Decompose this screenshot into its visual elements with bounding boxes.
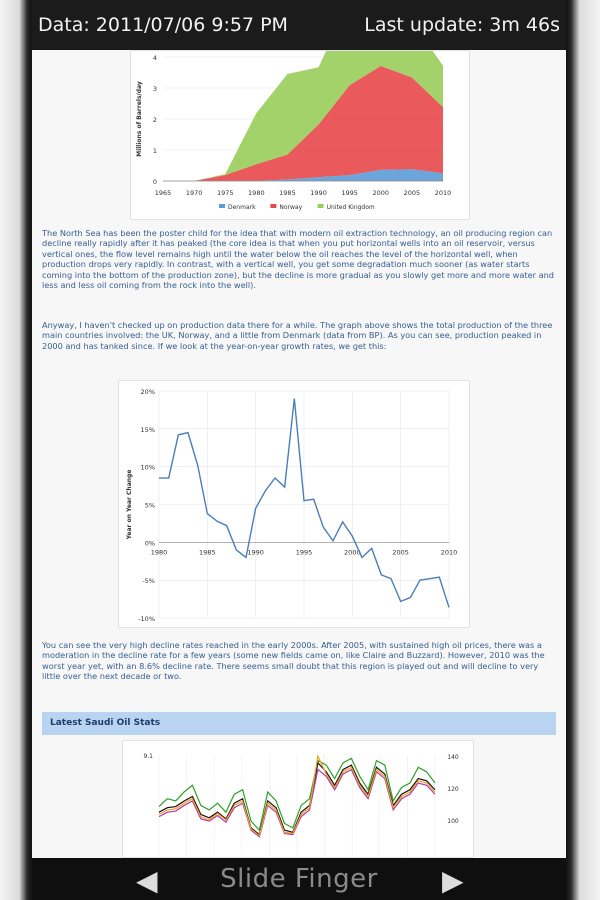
y-tick-label: 10% (140, 463, 155, 472)
status-bar (32, 0, 566, 50)
x-tick-label: 2000 (344, 548, 361, 557)
right-y-tick-label: 100 (447, 818, 459, 825)
slide-finger-label: Slide Finger (220, 864, 378, 894)
legend-label: United Kingdom (326, 204, 375, 211)
x-tick-label: 1995 (341, 189, 358, 197)
bottom-nav-bar (32, 858, 566, 900)
article-content[interactable] (32, 50, 566, 858)
x-tick-label: 1980 (150, 548, 168, 557)
x-tick-label: 1965 (154, 189, 172, 197)
right-y-tick-label: 120 (447, 786, 459, 793)
x-tick-label: 1990 (310, 189, 327, 197)
prev-arrow-icon[interactable]: ◀ (136, 864, 158, 897)
y-axis-label: Year on Year Change (126, 469, 133, 540)
y-tick-label: 4 (152, 54, 157, 62)
next-arrow-icon[interactable]: ▶ (442, 864, 464, 897)
y-tick-label: 0 (152, 178, 157, 186)
y-tick-label: 9.1 (143, 753, 153, 760)
x-tick-label: 1970 (185, 189, 203, 197)
y-tick-label: -5% (142, 577, 155, 586)
saudi-stats-chart-svg (123, 741, 473, 857)
article-paragraph-2: Anyway, I haven't checked up on production data there for a while. The graph above shows the total production of the three main countries involved: the UK, Norway, and a little from Denmark (data from BP). As you can see, production peaked in 2000 and has tanked since. If we look at the year-on-year growth rates, we get this: (42, 320, 553, 351)
right-y-tick-label: 140 (447, 754, 459, 761)
x-tick-label: 1985 (199, 548, 216, 557)
production-area-chart (130, 50, 470, 220)
x-tick-label: 1995 (295, 548, 313, 557)
x-tick-label: 1975 (216, 189, 234, 197)
data-timestamp: Data: 2011/07/06 9:57 PM (38, 14, 288, 36)
y-tick-label: 5% (144, 501, 155, 510)
yoy-change-chart (118, 380, 470, 628)
y-tick-label: 20% (140, 388, 155, 396)
legend-swatch (318, 204, 324, 208)
legend-label: Denmark (228, 204, 256, 211)
x-tick-label: 1985 (279, 189, 296, 197)
y-tick-label: 15% (140, 425, 155, 434)
y-tick-label: -10% (138, 615, 155, 623)
device-bezel-right (566, 0, 600, 900)
legend-label: Norway (279, 204, 303, 211)
saudi-stats-chart (122, 740, 474, 858)
x-tick-label: 1990 (247, 548, 264, 557)
article-paragraph-1: The North Sea has been the poster child for the idea that with modern oil extraction technology, an oil producing region can decline really rapidly after it has peaked (the core idea is that when you put horizontal wells into an oil reservoir, versus vertical ones, the flow level remains high until the water below the oil reaches the level of the horizontal well, when production drops very rapidly. In contrast, with a vertical well, you get some degradation much sooner (as water starts coming into the bottom of the production zone), but the decline is more gradual as you slowly get more and more water and less and less oil coming from the rock into the well). (42, 228, 554, 291)
x-tick-label: 2010 (440, 548, 458, 557)
legend-swatch (270, 204, 276, 208)
device-bezel-left (0, 0, 32, 900)
article-paragraph-3: You can see the very high decline rates reached in the early 2000s. After 2005, with sustained high oil prices, there was a moderation in the decline rate for a few years (some new fields came on, like Claire and Buzzard). However, 2010 was the worst year yet, with an 8.6% decline rate. There seems small doubt that this region is played out and will decline to very little over the next decade or two. (42, 640, 545, 682)
y-tick-label: 3 (152, 85, 157, 93)
x-tick-label: 2000 (372, 189, 390, 197)
yoy-change-chart-svg (119, 381, 469, 627)
y-tick-label: 0% (144, 539, 155, 548)
section-header-saudi: Latest Saudi Oil Stats (42, 712, 556, 735)
production-area-chart-svg (131, 51, 469, 219)
last-update-label: Last update: 3m 46s (364, 14, 560, 36)
x-tick-label: 2005 (392, 548, 409, 557)
x-tick-label: 2010 (434, 189, 452, 197)
y-tick-label: 2 (152, 116, 157, 124)
x-tick-label: 1980 (248, 189, 265, 197)
y-tick-label: 1 (152, 147, 157, 155)
legend-swatch (219, 204, 225, 208)
x-tick-label: 2005 (403, 189, 421, 197)
y-axis-label: Millions of Barrels/day (136, 81, 143, 157)
